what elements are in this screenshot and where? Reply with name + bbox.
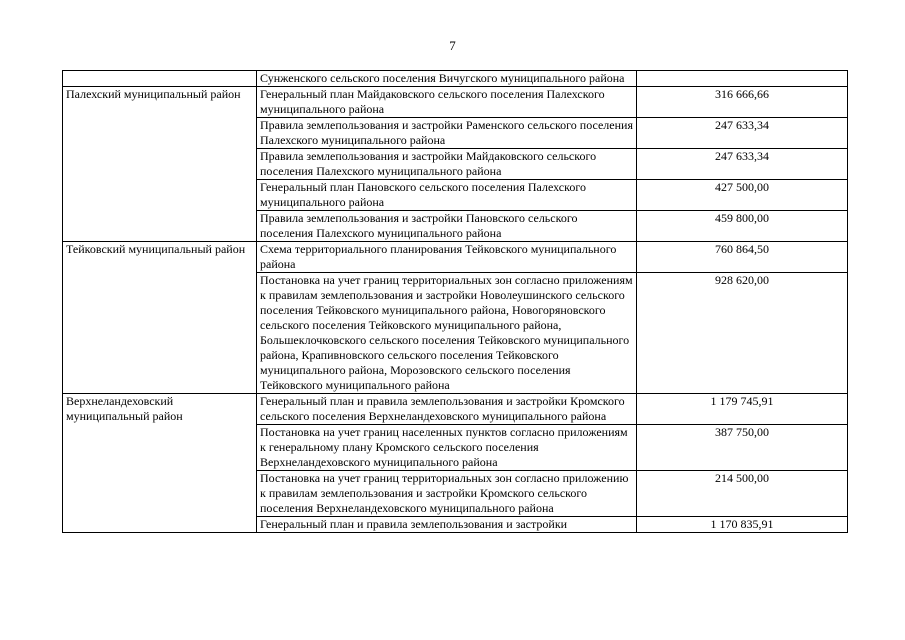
description-cell: Правила землепользования и застройки Майдаковского сельского поселения Палехского муниципального района xyxy=(257,149,637,180)
amount-cell: 427 500,00 xyxy=(637,180,848,211)
amount-cell: 247 633,34 xyxy=(637,118,848,149)
description-cell: Постановка на учет границ территориальных зон согласно приложениям к правилам землепользования и застройки Новолеушинского сельского поселения Тейковского муниципального района, Новогоряновского сельского поселения Тейковского муниципального района, Большеклочковского сельского поселения Тейковского муниципального района, Крапивновского сельского поселения Тейковского муниципального района, Морозовского сельского поселения Тейковского муниципального района xyxy=(257,273,637,394)
table-row xyxy=(63,71,848,87)
amount-cell: 459 800,00 xyxy=(637,211,848,242)
amount-cell: 214 500,00 xyxy=(637,471,848,517)
description-cell: Генеральный план и правила землепользования и застройки Кромского сельского поселения Верхнеландеховского муниципального района xyxy=(257,394,637,425)
table-row xyxy=(63,394,848,425)
district-cell: Тейковский муниципальный район xyxy=(63,242,257,394)
amount-cell: 316 666,66 xyxy=(637,87,848,118)
amount-cell: 760 864,50 xyxy=(637,242,848,273)
amount-cell xyxy=(637,71,848,87)
description-cell: Генеральный план Майдаковского сельского поселения Палехского муниципального района xyxy=(257,87,637,118)
description-cell: Генеральный план Пановского сельского поселения Палехского муниципального района xyxy=(257,180,637,211)
district-cell xyxy=(63,71,257,87)
description-cell: Правила землепользования и застройки Пановского сельского поселения Палехского муниципального района xyxy=(257,211,637,242)
page-number: 7 xyxy=(449,38,456,53)
amount-cell: 1 170 835,91 xyxy=(637,517,848,533)
description-cell: Правила землепользования и застройки Раменского сельского поселения Палехского муниципального района xyxy=(257,118,637,149)
description-cell: Сунженского сельского поселения Вичугского муниципального района xyxy=(257,71,637,87)
amount-cell: 387 750,00 xyxy=(637,425,848,471)
description-cell: Генеральный план и правила землепользования и застройки xyxy=(257,517,637,533)
district-cell: Верхнеландеховский муниципальный район xyxy=(63,394,257,533)
district-cell: Палехский муниципальный район xyxy=(63,87,257,242)
amount-cell: 1 179 745,91 xyxy=(637,394,848,425)
description-cell: Схема территориального планирования Тейковского муниципального района xyxy=(257,242,637,273)
description-cell: Постановка на учет границ территориальных зон согласно приложению к правилам землепользования и застройки Кромского сельского поселения Верхнеландеховского муниципального района xyxy=(257,471,637,517)
amount-cell: 247 633,34 xyxy=(637,149,848,180)
description-cell: Постановка на учет границ населенных пунктов согласно приложениям к генеральному плану Кромского сельского поселения Верхнеландеховского муниципального района xyxy=(257,425,637,471)
table-row xyxy=(63,87,848,118)
funding-table xyxy=(62,70,848,533)
amount-cell: 928 620,00 xyxy=(637,273,848,394)
table-row xyxy=(63,242,848,273)
